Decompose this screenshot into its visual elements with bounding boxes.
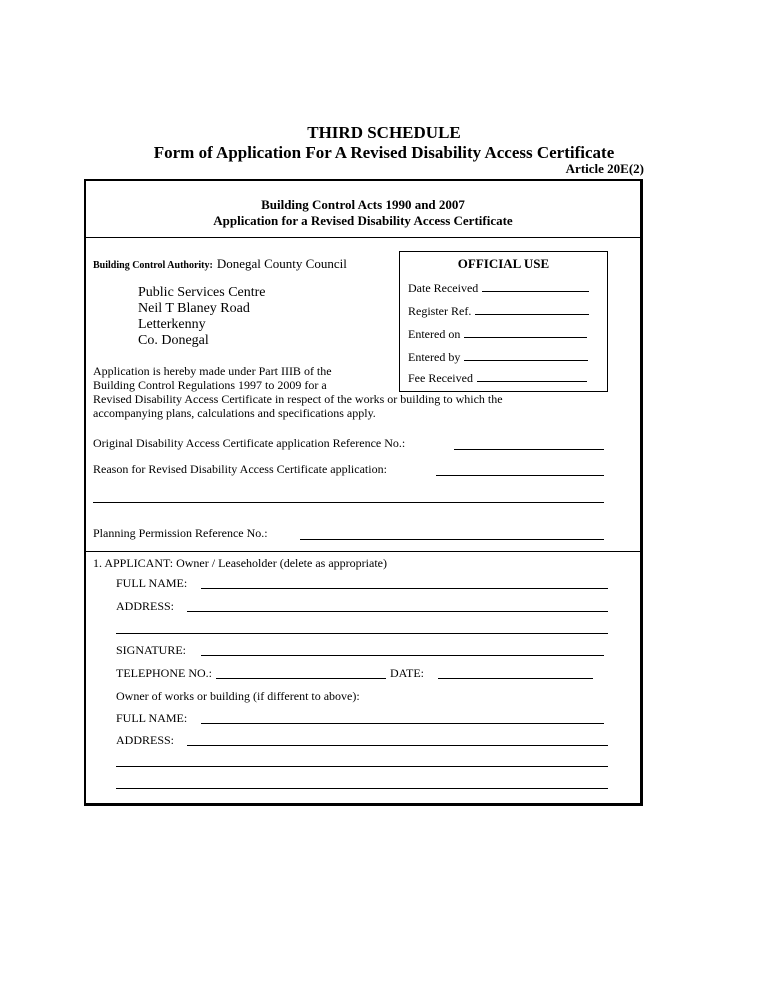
official-row-register-ref xyxy=(408,303,589,319)
statement-line: Building Control Regulations 1997 to 2009 for a xyxy=(93,378,327,392)
official-row-label: Entered by xyxy=(408,350,461,364)
address-line: Neil T Blaney Road xyxy=(138,301,250,316)
section-divider xyxy=(86,551,640,552)
applicant-address-input[interactable] xyxy=(187,611,608,612)
applicant-full-name-label: FULL NAME: xyxy=(116,576,188,590)
form-frame xyxy=(84,179,643,806)
date-input[interactable] xyxy=(438,678,593,679)
official-blank[interactable] xyxy=(475,303,589,315)
applicant-heading: 1. APPLICANT: Owner / Leaseholder (delete as appropriate) xyxy=(93,556,387,570)
schedule-title: THIRD SCHEDULE xyxy=(307,123,461,142)
signature-input[interactable] xyxy=(201,655,604,656)
official-row-label: Date Received xyxy=(408,281,479,295)
applicant-address-label: ADDRESS: xyxy=(116,599,175,613)
owner-full-name-label: FULL NAME: xyxy=(116,711,188,725)
reason-label: Reason for Revised Disability Access Certificate application: xyxy=(93,462,387,476)
owner-address-input[interactable] xyxy=(187,745,608,746)
owner-full-name-input[interactable] xyxy=(201,723,604,724)
acts-heading: Building Control Acts 1990 and 2007 xyxy=(261,197,465,212)
official-row-entered-on xyxy=(408,326,587,342)
article-reference: Article 20E(2) xyxy=(565,161,644,176)
official-blank[interactable] xyxy=(464,349,588,361)
planning-ref-label: Planning Permission Reference No.: xyxy=(93,526,268,540)
signature-label: SIGNATURE: xyxy=(116,643,187,657)
official-use-title: OFFICIAL USE xyxy=(457,256,550,271)
date-label: DATE: xyxy=(390,666,424,680)
applicant-full-name-input[interactable] xyxy=(201,588,608,589)
application-heading: Application for a Revised Disability Access Certificate xyxy=(213,213,513,228)
planning-ref-input[interactable] xyxy=(300,539,604,540)
application-statement xyxy=(93,364,503,420)
official-row-date-received xyxy=(408,280,589,296)
address-block xyxy=(138,285,266,349)
address-line: Public Services Centre xyxy=(138,285,266,300)
owner-address-input-line-2[interactable] xyxy=(116,766,608,767)
address-line: Co. Donegal xyxy=(138,333,209,348)
owner-note: Owner of works or building (if different to above): xyxy=(116,689,360,703)
statement-line: Application is hereby made under Part IIIB of the xyxy=(93,364,332,378)
owner-address-label: ADDRESS: xyxy=(116,733,175,747)
owner-address-input-line-3[interactable] xyxy=(116,788,608,789)
official-row-label: Register Ref. xyxy=(408,304,472,318)
header-divider xyxy=(86,237,640,238)
telephone-label: TELEPHONE NO.: xyxy=(116,666,212,680)
statement-line: Revised Disability Access Certificate in respect of the works or building to which the xyxy=(93,392,503,406)
telephone-input[interactable] xyxy=(216,678,386,679)
form-title: Form of Application For A Revised Disability Access Certificate xyxy=(153,143,615,162)
official-blank[interactable] xyxy=(464,326,587,338)
official-row-entered-by xyxy=(408,349,588,365)
applicant-address-input-line-2[interactable] xyxy=(116,633,608,634)
authority-line xyxy=(93,255,347,273)
statement-line: accompanying plans, calculations and specifications apply. xyxy=(93,406,376,420)
authority-label: Building Control Authority: xyxy=(93,260,213,271)
authority-value: Donegal County Council xyxy=(216,256,347,271)
original-ref-input[interactable] xyxy=(454,449,604,450)
official-row-label: Fee Received xyxy=(408,371,473,385)
official-row-label: Entered on xyxy=(408,327,461,341)
original-ref-label: Original Disability Access Certificate application Reference No.: xyxy=(93,436,406,450)
official-blank[interactable] xyxy=(482,280,589,292)
reason-input[interactable] xyxy=(436,475,604,476)
reason-input-line-2[interactable] xyxy=(93,502,604,503)
address-line: Letterkenny xyxy=(138,317,206,332)
